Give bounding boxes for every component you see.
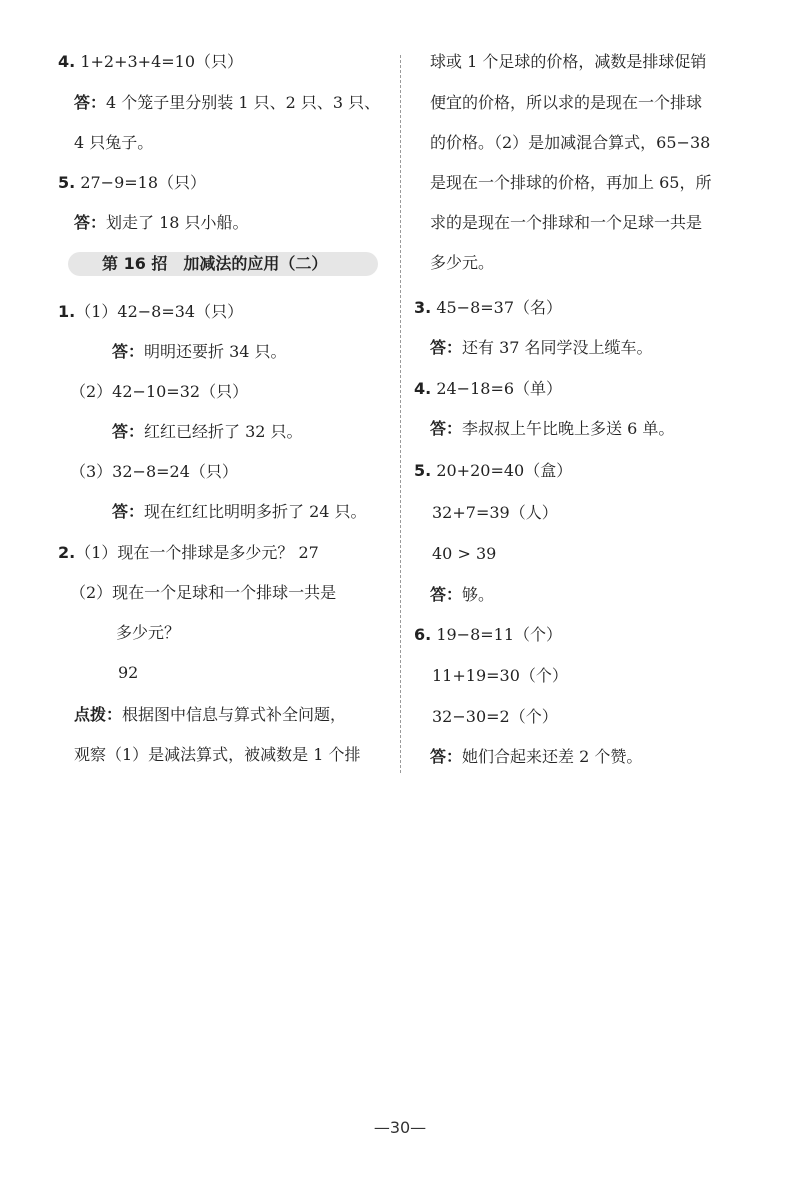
answer-label: 答： — [74, 213, 107, 232]
left-q5-line — [58, 172, 206, 194]
formula: 27−9=18（只） — [80, 173, 207, 192]
question-number: 5. — [58, 173, 76, 192]
formula: 19−8=11（个） — [436, 625, 563, 644]
tip-line: 的价格。（2）是加减混合算式，65−38 — [430, 133, 711, 152]
answer-label: 答： — [74, 93, 107, 112]
answer-line — [74, 92, 380, 114]
q1-part1 — [58, 301, 243, 323]
question-number: 4. — [414, 379, 432, 398]
answer-label: 答： — [430, 585, 463, 604]
answer-continuation: 4 只兔子。 — [74, 133, 154, 152]
question-number: 5. — [414, 461, 432, 480]
answer-label: 答： — [430, 747, 463, 766]
right-q4-line — [414, 378, 562, 400]
column-divider — [400, 55, 401, 773]
answer-text: 她们合起来还差 2 个赞。 — [462, 747, 643, 766]
q1-part2: （2）42−10=32（只） — [70, 382, 249, 401]
answer-label: 答： — [112, 342, 145, 361]
answer-label: 答： — [430, 419, 463, 438]
answer-text: 李叔叔上午比晚上多送 6 单。 — [462, 419, 675, 438]
answer-text: 够。 — [462, 585, 495, 604]
answer-text: 红红已经折了 32 只。 — [144, 422, 303, 441]
question-number: 4. — [58, 52, 76, 71]
formula: 32+7=39（人） — [432, 503, 558, 522]
answer-text: 还有 37 名同学没上缆车。 — [462, 338, 653, 357]
formula: 45−8=37（名） — [436, 298, 563, 317]
tip-line: 球或 1 个足球的价格，减数是排球促销 — [430, 52, 707, 71]
right-q6-line — [414, 624, 562, 646]
answer-line — [112, 421, 303, 443]
question-text: （1）现在一个排球是多少元？ 27 — [75, 543, 319, 562]
q1-part3: （3）32−8=24（只） — [70, 462, 238, 481]
answer-text: 4 个笼子里分别装 1 只、2 只、3 只、 — [106, 93, 381, 112]
question-number: 1. — [58, 302, 76, 321]
tip-label: 点拨： — [74, 705, 123, 724]
q2-part2: （2）现在一个足球和一个排球一共是 — [70, 583, 337, 602]
right-q5-line — [414, 460, 572, 482]
q2-part1 — [58, 542, 319, 564]
page-number: —30— — [373, 1118, 427, 1137]
answer-text: 划走了 18 只小船。 — [106, 213, 249, 232]
answer-line — [112, 501, 367, 523]
section-title: 第 16 招 加减法的应用（二） — [102, 254, 328, 273]
answer-label: 答： — [112, 422, 145, 441]
question-number: 2. — [58, 543, 76, 562]
tip-line — [74, 704, 346, 726]
answer-text: 现在红红比明明多折了 24 只。 — [144, 502, 367, 521]
comparison: 40 > 39 — [432, 544, 497, 563]
answer-label: 答： — [430, 338, 463, 357]
tip-line: 是现在一个排球的价格，再加上 65，所 — [430, 173, 712, 192]
question-number: 3. — [414, 298, 432, 317]
formula: 24−18=6（单） — [436, 379, 563, 398]
answer-line — [430, 584, 494, 606]
question-number: 6. — [414, 625, 432, 644]
formula: 1+2+3+4=10（只） — [80, 52, 244, 71]
formula: （1）42−8=34（只） — [75, 302, 244, 321]
answer-text: 明明还要折 34 只。 — [144, 342, 287, 361]
tip-line: 观察（1）是减法算式，被减数是 1 个排 — [74, 745, 361, 764]
answer-line — [112, 341, 287, 363]
tip-line: 便宜的价格，所以求的是现在一个排球 — [430, 93, 703, 112]
formula: 11+19=30（个） — [432, 666, 568, 685]
q2-answer-value: 92 — [118, 663, 139, 682]
answer-line — [74, 212, 249, 234]
right-q3-line — [414, 297, 562, 319]
q2-part2-continuation: 多少元？ — [116, 623, 181, 642]
formula: 32−30=2（个） — [432, 707, 558, 726]
answer-line — [430, 418, 674, 440]
answer-line — [430, 746, 642, 768]
answer-line — [430, 337, 653, 359]
tip-line: 多少元。 — [430, 253, 495, 272]
tip-line: 求的是现在一个排球和一个足球一共是 — [430, 213, 703, 232]
formula: 20+20=40（盒） — [436, 461, 573, 480]
answer-label: 答： — [112, 502, 145, 521]
tip-text: 根据图中信息与算式补全问题， — [122, 705, 347, 724]
left-q4-line — [58, 51, 243, 73]
